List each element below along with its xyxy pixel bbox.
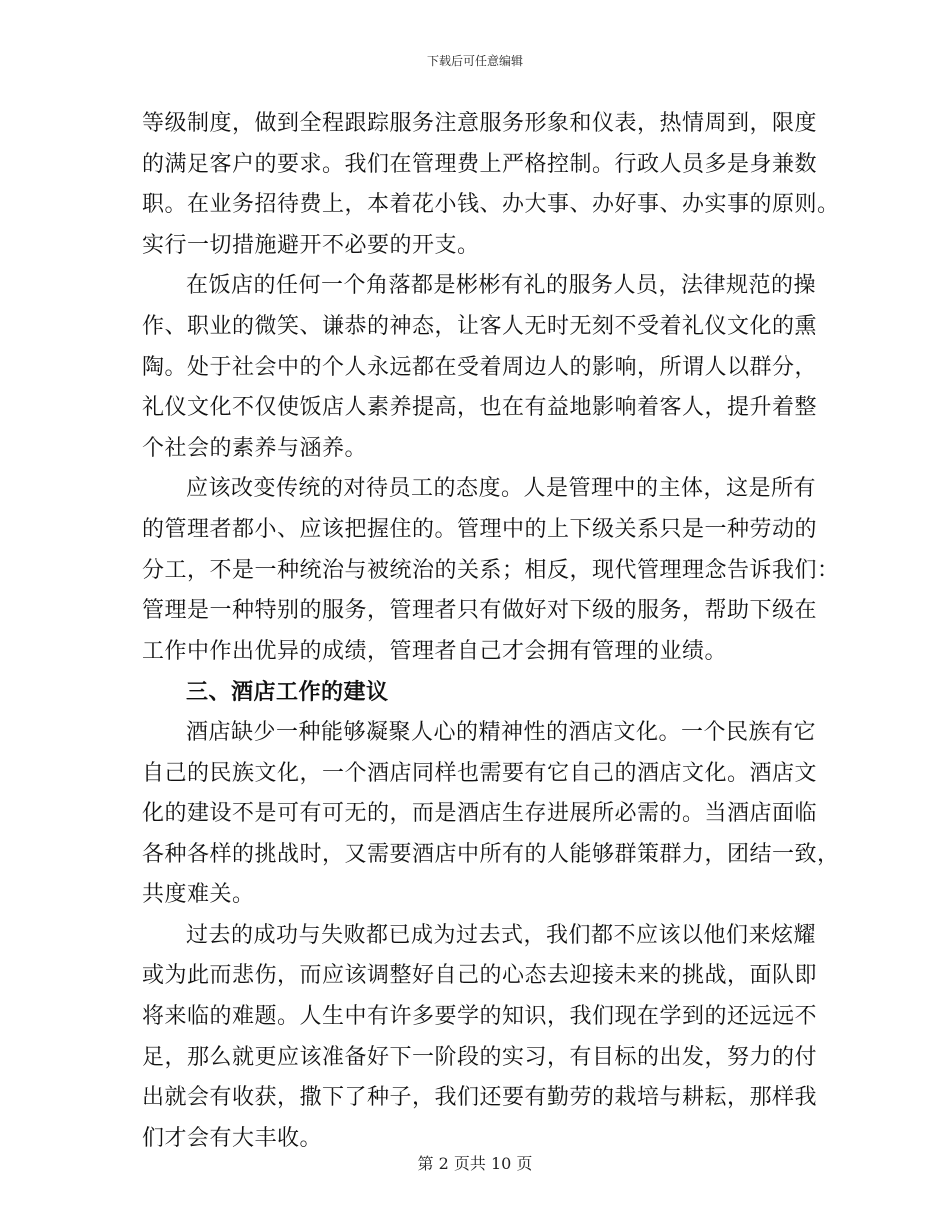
page-footer: 第 2 页共 10 页 [417,1154,533,1173]
text-line: 在饭店的任何一个角落都是彬彬有礼的服务人员，法律规范的操 [186,273,817,299]
text-line: 个社会的素养与涵养。 [142,435,368,461]
text-line: 实行一切措施避开不必要的开支。 [142,232,480,258]
text-line: 足，那么就更应该准备好下一阶段的实习，有目标的出发，努力的付 [142,1044,818,1070]
text-line: 职。在业务招待费上，本着花小钱、办大事、办好事、办实事的原则。 [142,192,840,218]
text-line: 礼仪文化不仅使饭店人素养提高，也在有益地影响着客人，提升着整 [142,395,818,421]
text-line: 们才会有大丰收。 [142,1125,323,1151]
text-line: 自己的民族文化，一个酒店同样也需要有它自己的酒店文化。酒店文 [142,760,818,786]
text-line: 出就会有收获，撒下了种子，我们还要有勤劳的栽培与耕耘，那样我 [142,1085,818,1111]
text-line: 酒店缺少一种能够凝聚人心的精神性的酒店文化。一个民族有它 [186,719,817,745]
text-line: 过去的成功与失败都已成为过去式，我们都不应该以他们来炫耀 [186,922,817,948]
text-line: 陶。处于社会中的个人永远都在受着周边人的影响，所谓人以群分， [142,354,818,380]
text-line: 各种各样的挑战时，又需要酒店中所有的人能够群策群力，团结一致， [142,841,840,867]
text-line: 共度难关。 [142,882,255,908]
text-line: 管理是一种特别的服务，管理者只有做好对下级的服务，帮助下级在 [142,598,818,624]
document-body [142,104,840,1159]
text-line: 工作中作出优异的成绩，管理者自己才会拥有管理的业绩。 [142,638,728,664]
section-heading: 三、酒店工作的建议 [186,679,389,706]
text-line: 应该改变传统的对待员工的态度。人是管理中的主体，这是所有 [186,476,817,502]
page-header: 下载后可任意编辑 [426,54,523,68]
text-line: 的满足客户的要求。我们在管理费上严格控制。行政人员多是身兼数 [142,151,818,177]
text-line: 将来临的难题。人生中有许多要学的知识，我们现在学到的还远远不 [142,1004,818,1030]
text-line: 化的建设不是可有可无的，而是酒店生存进展所必需的。当酒店面临 [142,801,818,827]
text-line: 分工，不是一种统治与被统治的关系；相反，现代管理理念告诉我们： [142,557,840,583]
text-line: 作、职业的微笑、谦恭的神态，让客人无时无刻不受着礼仪文化的熏 [142,313,818,339]
text-line: 的管理者都小、应该把握住的。管理中的上下级关系只是一种劳动的 [142,516,818,542]
text-line: 等级制度，做到全程跟踪服务注意服务形象和仪表，热情周到，限度 [142,111,818,136]
text-line: 或为此而悲伤，而应该调整好自己的心态去迎接未来的挑战，面队即 [142,963,818,989]
